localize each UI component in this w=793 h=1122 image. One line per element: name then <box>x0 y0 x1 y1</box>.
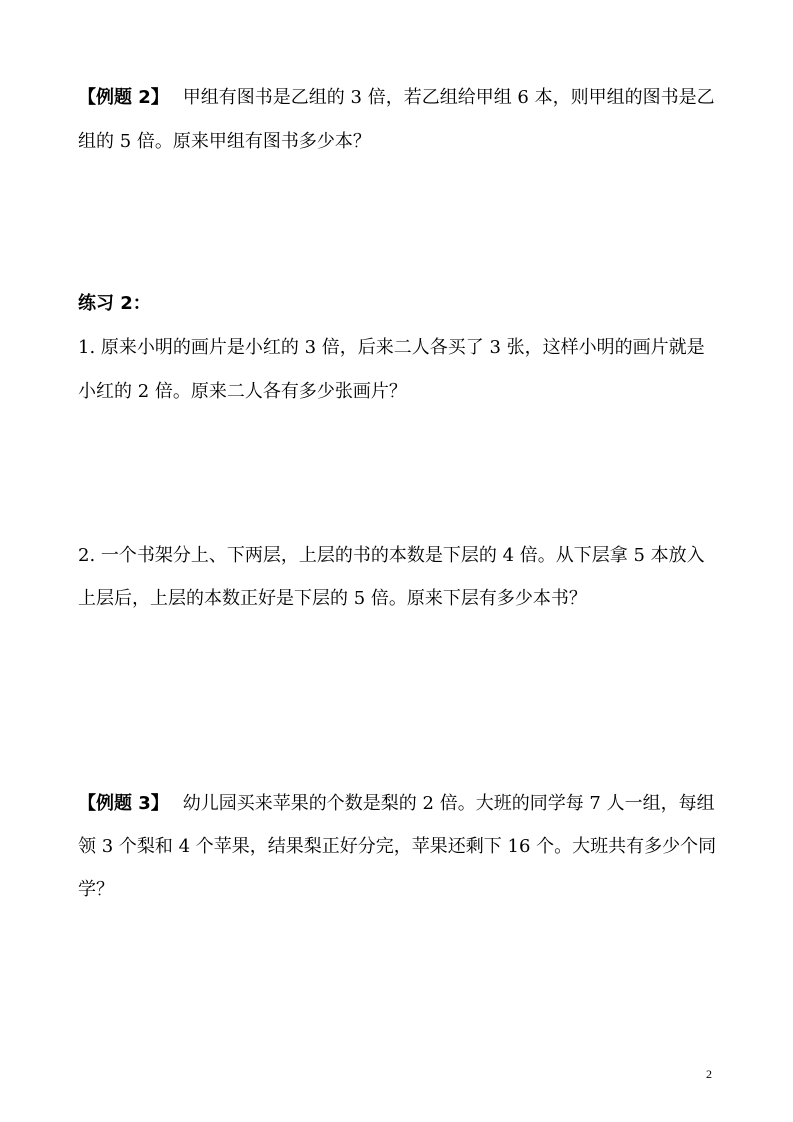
practice-2-q2-line-2: 上层后，上层的本数正好是下层的 5 倍。原来下层有多少本书？ <box>78 588 587 609</box>
example-3-label: 【例题 3】 <box>78 793 169 814</box>
example-2-text-1: 甲组有图书是乙组的 3 倍，若乙组给甲组 6 本，则甲组的图书是乙 <box>182 87 715 108</box>
example-2-label: 【例题 2】 <box>78 87 169 108</box>
practice-2-q2-line-1: 2. 一个书架分上、下两层，上层的书的本数是下层的 4 倍。从下层拿 5 本放入 <box>78 545 705 566</box>
practice-2-q1-line-1: 1. 原来小明的画片是小红的 3 倍，后来二人各买了 3 张，这样小明的画片就是 <box>78 337 705 358</box>
example-3-text-1: 幼儿园买来苹果的个数是梨的 2 倍。大班的同学每 7 人一组，每组 <box>182 793 715 814</box>
example-3-line-3: 学？ <box>78 879 114 900</box>
example-2-line-2: 组的 5 倍。原来甲组有图书多少本？ <box>78 131 371 152</box>
practice-2-q1-line-2: 小红的 2 倍。原来二人各有多少张画片？ <box>78 381 407 402</box>
example-3-line-2: 领 3 个梨和 4 个苹果，结果梨正好分完，苹果还剩下 16 个。大班共有多少个同 <box>78 836 717 857</box>
example-2-line-1 <box>78 86 715 110</box>
page-number: 2 <box>706 1067 712 1081</box>
practice-2-heading: 练习 2： <box>78 293 151 314</box>
example-3-line-1 <box>78 792 715 816</box>
